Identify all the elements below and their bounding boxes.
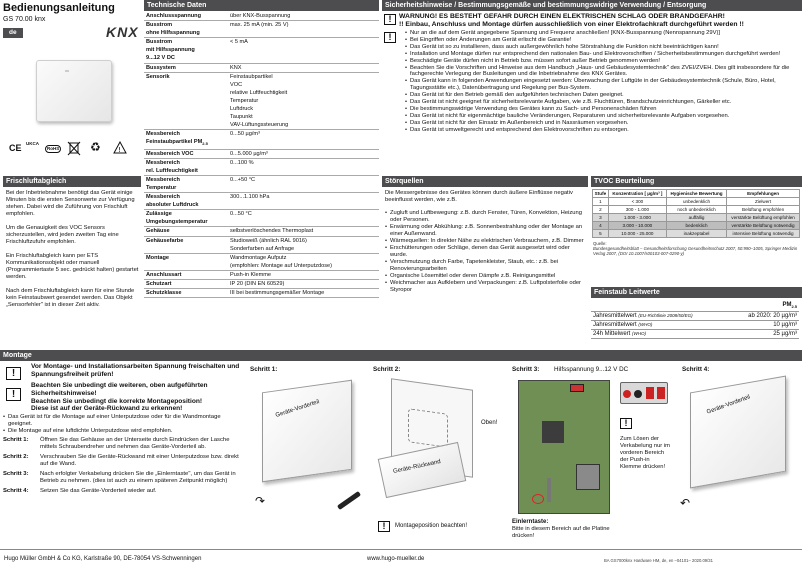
safety-warning-1: WARNUNG! ES BESTEHT GEFAHR DURCH EINEN ELEKTRISCHEN SCHLAG ODER BRANDGEFAHR!	[399, 13, 725, 20]
safety-warning-2: !! Einbau, Anschluss und Montage dürfen ausschließlich von einer Elektrofachkraft durchgeführt werden !!	[399, 21, 744, 28]
tech-value: III bei bestimmungsgemäßer Montage	[228, 289, 379, 298]
mounting-notes	[3, 414, 243, 435]
tvoc-row	[593, 214, 800, 222]
mounting-title: Montage	[0, 350, 802, 361]
interference-item: • Erwärmung oder Abkühlung: z.B. Sonnenbestrahlung oder der Montage an einer Außenwand.	[385, 224, 586, 238]
tech-key: Messbereich rel. Luftfeuchtigkeit	[144, 158, 228, 175]
tech-value: 0...5.000 µg/m³	[228, 149, 379, 158]
page-title: Bedienungsanleitung	[3, 2, 115, 14]
tech-row	[144, 253, 379, 270]
tech-value: selbstverlöschendes Thermoplast	[228, 227, 379, 236]
terminal-slot-2	[657, 387, 665, 399]
tvoc-header: Hygienische Bewertung	[666, 190, 726, 198]
tvoc-cell: < 300	[608, 198, 666, 206]
figure-release	[618, 366, 670, 542]
rohs-mark: RoHS	[47, 146, 60, 151]
interference-item: • Zugluft und Luftbewegung: z.B. durch Fenster, Türen, Konvektion, Heizung oder Personen.	[385, 210, 586, 224]
tvoc-cell: noch unbedenklich	[666, 206, 726, 214]
tech-row	[144, 175, 379, 192]
tvoc-row	[593, 230, 800, 238]
tech-value: KNX	[228, 63, 379, 72]
fig3-key-area	[532, 494, 544, 504]
safety-item: • Nur an die auf dem Gerät angegebene Spannung und Frequenz anschließen! [KNX-Busspannung (Nennspannung 29V)]	[405, 30, 802, 37]
mounting-step: Schritt 3: Nach erfolgter Verkabelung drücken Sie die „Einlerntaste", um das Gerät in Betrieb zu nehmen. (dies ist auch zu einem späteren Zeitpunkt möglich)	[3, 471, 236, 485]
tvoc-header: Konzentration [ µg/m³ ]	[608, 190, 666, 198]
tech-key: Sensorik	[144, 72, 228, 130]
fig2-oben-label: Oben!	[481, 420, 498, 426]
tech-key: Anschlussspannung	[144, 12, 228, 21]
tech-data-table	[144, 12, 379, 298]
safety-item: • Die bestimmungswidrige Verwendung des Gerätes kann zu Sach- und Personenschäden führen	[405, 106, 802, 113]
fig3-supply-label: Hilfsspannung 9...12 V DC	[554, 366, 629, 373]
tvoc-cell: Belüftung empfohlen	[727, 206, 800, 214]
tech-row	[144, 210, 379, 227]
tvoc-cell: 5	[593, 230, 609, 238]
interference-item: • Wärmequellen: In direkter Nähe zu elektrischen Verbrauchern, z.B. Dimmer	[385, 238, 586, 245]
tvoc-cell: 300 - 1.000	[608, 206, 666, 214]
tvoc-cell: verstärkte Belüftung empfohlen	[727, 214, 800, 222]
weee-label: WEEE	[63, 131, 72, 135]
tech-key: Montage	[144, 253, 228, 270]
tech-row	[144, 72, 379, 130]
interference-item: • Weichmacher aus Aufklebern und Verpackungen: z.B. Luftpolsterfolie oder Styropor	[385, 280, 586, 294]
fig2-warning-icon: !	[378, 521, 390, 532]
mounting-warning-icon: !	[6, 367, 21, 380]
tech-key: Busstrom mit Hilfsspannung 9...12 V DC	[144, 38, 228, 63]
tech-value: 0...50 °C	[228, 210, 379, 227]
tech-data-title: Technische Daten	[144, 0, 379, 11]
tvoc-cell: Zielwert	[727, 198, 800, 206]
tvoc-cell: 1.000 - 3.000	[608, 214, 666, 222]
figure-step-4	[676, 366, 800, 542]
fig3-chip	[542, 421, 564, 443]
mounting-warning-4: Diese ist auf der Geräte-Rückwand zu erkennen!	[31, 405, 183, 413]
mounting-step: Schritt 4: Setzen Sie das Geräte-Vorderteil wieder auf.	[3, 488, 157, 495]
tech-value: Feinstaubpartikel VOC relative Luftfeuchtigkeit Temperatur Luftdruck Taupunkt VAV-Lüftungssteuerung	[228, 72, 379, 130]
tech-row	[144, 227, 379, 236]
tech-key: Messbereich Temperatur	[144, 175, 228, 192]
tech-value: max. 25 mA (min. 25 V)	[228, 21, 379, 38]
tvoc-cell: 3.000 - 10.000	[608, 222, 666, 230]
svg-text:!: !	[118, 146, 121, 154]
tech-key: Anschlussart	[144, 270, 228, 279]
tvoc-cell: 4	[593, 222, 609, 230]
safety-item: • Das Gerät ist nicht für den Einsatz im Außenbereich und in Nassräumen vorgesehen.	[405, 120, 802, 127]
din-rail-label: DIN-Schiene	[109, 131, 127, 135]
tech-row	[144, 130, 379, 149]
warning-icon-2: !	[384, 32, 396, 43]
tvoc-row	[593, 198, 800, 206]
language-badge: de	[3, 28, 23, 38]
ukca-mark: UKCA	[26, 141, 39, 146]
tvoc-row	[593, 222, 800, 230]
interference-item: • Verschmutzung durch Farbe, Tapetenkleister, Staub, etc.: z.B. bei Renovierungsarbeiten	[385, 259, 586, 273]
safety-item: • Das Gerät ist nicht geeignet für sicherheitsrelevante Aufgaben, wie z.B. Fluchttüren, Brandschutzeinrichtungen, Gärkeller etc.	[405, 99, 802, 106]
tvoc-cell: verstärkte Belüftung notwendig	[727, 222, 800, 230]
screwdriver-icon	[337, 491, 361, 510]
fresh-air-para-4: Nach dem Frischluftabgleich kann für eine Stunde kein Feinstaubwert gesendet werden. Das Objekt „Sensorfehler" ist in dieser Zeit aktiv.	[6, 288, 135, 308]
fig3-label: Schritt 3:	[512, 366, 540, 373]
warning-icon: !	[384, 14, 396, 25]
safety-item: • Das Gerät ist so zu installieren, dass auch außergewöhnlich hohe Störstrahlung die Funktion nicht beeinträchtigen kann!	[405, 44, 802, 51]
recycling-icon: ♻	[90, 140, 101, 154]
tech-value: 0...50 µg/m³	[228, 130, 379, 149]
fig3-key-title: Einlerntaste:	[512, 519, 549, 525]
safety-list	[405, 30, 802, 134]
tvoc-source: Bundesgesundheitsblatt – Gesundheitsforschung Gesundheitsschutz 2007, 50:990–1005, Springer Medizin Verlag 2007, (DOI 10.1007/s00103-007-0290-y)	[593, 246, 798, 256]
safety-item: • Das Gerät kann in folgenden Anwendungen eingesetzt werden: Überwachung der Luftgüte in der Gebäudesystemtechnik (Schule, Büro, Hotel, Tagungsstätte etc.), Datenübertragung und Regelung per Bus-System.	[405, 78, 802, 92]
tech-data-section	[144, 0, 379, 345]
tech-value: IP 20 (DIN EN 60529)	[228, 280, 379, 289]
release-note: Zum Lösen der Verkabelung nur im vorderen Bereich der Push-in Klemme drücken!	[620, 436, 670, 470]
fig3-component	[576, 464, 600, 490]
fig3-pcb	[518, 380, 610, 514]
fig1-front-part	[262, 380, 352, 483]
device-led	[65, 70, 69, 72]
mounting-text	[3, 363, 243, 548]
tvoc-table	[592, 189, 800, 238]
figure-step-2	[373, 366, 503, 542]
tech-value: 300...1.100 hPa	[228, 193, 379, 210]
tech-row	[144, 289, 379, 298]
weee-bin-icon	[67, 140, 81, 156]
tech-value: < 5 mA	[228, 38, 379, 63]
fig2-hole	[408, 408, 448, 448]
tech-key: Schutzklasse	[144, 289, 228, 298]
tech-value: Push-in Klemme	[228, 270, 379, 279]
tech-row	[144, 193, 379, 210]
tech-key: Schutzart	[144, 280, 228, 289]
tech-key: Messbereich VOC	[144, 149, 228, 158]
footer-website[interactable]: www.hugo-mueller.de	[367, 556, 425, 562]
fig4-label: Schritt 4:	[682, 366, 710, 373]
fig4-part-label: Geräte-Vorderteil	[706, 394, 752, 416]
interference-intro: Die Messergebnisse des Gerätes können durch äußere Einflüsse negativ beeinflusst werden, wie z.B.	[385, 190, 573, 203]
fig1-part-label: Geräte-Vorderteil	[274, 399, 321, 419]
fig4-front-part	[690, 376, 786, 489]
tvoc-cell: inakzeptabel	[666, 230, 726, 238]
arrow-icon: ↷	[255, 494, 266, 508]
mounting-steps	[3, 437, 243, 495]
fresh-air-section	[3, 176, 141, 346]
knx-logo: KNX	[106, 24, 139, 40]
tech-row	[144, 158, 379, 175]
tvoc-header-row	[593, 190, 800, 198]
tvoc-cell: 3	[593, 214, 609, 222]
din-rail-icon	[113, 141, 127, 154]
tech-value: Wandmontage Aufputz (empfohlen: Montage auf Unterputzdose)	[228, 253, 379, 270]
tech-key: Busstrom ohne Hilfsspannung	[144, 21, 228, 38]
fine-dust-section	[591, 287, 802, 345]
fig3-terminal	[570, 384, 584, 392]
safety-item: • Bei Eingriffen oder Änderungen am Gerät erlischt die Garantie!	[405, 37, 802, 44]
tvoc-cell: 10.000 - 25.000	[608, 230, 666, 238]
mounting-warning-3: Beachten Sie unbedingt die korrekte Montageposition!	[31, 397, 203, 405]
release-warning-icon: !	[620, 418, 632, 429]
tvoc-header: Stufe	[593, 190, 609, 198]
tech-key: Messbereich Feinstaubpartikel $PM_{2.5}$	[144, 130, 228, 149]
device-image	[36, 60, 112, 122]
safety-item: • Das Gerät ist nicht für eigenmächtige bauliche Veränderungen, Reparaturen und sicherheitsrelevante Aufgaben vorgesehen.	[405, 113, 802, 120]
interference-section	[382, 176, 588, 346]
tvoc-cell: bedenklich	[666, 222, 726, 230]
tech-key: Zulässige Umgebungstemperatur	[144, 210, 228, 227]
recycling-label: Recycling	[85, 131, 99, 135]
footer-divider	[0, 549, 802, 550]
tech-value: 0...+50 °C	[228, 175, 379, 192]
tech-value: über KNX-Busspannung	[228, 12, 379, 21]
tech-key: Bussystem	[144, 63, 228, 72]
pm-header: $PM_{2.5}$	[729, 301, 799, 312]
interference-list	[385, 210, 586, 294]
tvoc-cell: intensive Belüftung notwendig	[727, 230, 800, 238]
interference-item: • Erschütterungen oder Schläge, denen das Gerät ausgesetzt wird oder wurde.	[385, 245, 586, 259]
tech-key: Gehäusefarbe	[144, 236, 228, 253]
mounting-warning-2: Beachten Sie unbedingt die weiteren, oben aufgeführten Sicherheitshinweise!	[31, 382, 208, 397]
mounting-warning-1: Vor Montage- und Installationsarbeiten Spannung freischalten und Spannungsfreiheit prüfen!	[31, 363, 240, 378]
tvoc-source-label: Quelle:	[593, 241, 607, 246]
tech-value: Studioweiß (ähnlich RAL 9016) Sonderfarben auf Anfrage	[228, 236, 379, 253]
figure-step-1	[250, 366, 368, 542]
tvoc-cell: unbedenklich	[666, 198, 726, 206]
footer-docref: BA GS7000knx Hardware HM, de, en –04101– 2020.09/31	[604, 558, 713, 563]
safety-item: • Das Gerät ist umweltgerecht und entsprechend den Elektrovorschriften zu entsorgen.	[405, 127, 802, 134]
cert-symbols	[9, 131, 139, 160]
fig1-label: Schritt 1:	[250, 366, 278, 373]
safety-item: • Das Gerät ist für den Betrieb gemäß den aufgeführten technischen Daten geeignet.	[405, 92, 802, 99]
mounting-note-1: • Das Gerät ist für die Montage auf einer Unterputzdose oder für die Wandmontage geeignet.	[3, 414, 243, 428]
tvoc-row	[593, 206, 800, 214]
fig2-hint: Montageposition beachten!	[395, 523, 468, 529]
terminal-plus	[623, 390, 631, 398]
tvoc-cell: 2	[593, 206, 609, 214]
fresh-air-para-1: Bei der Inbetriebnahme benötigt das Gerät einige Minuten bis die ersten Sensorwerte zur Verfügung stehen. Dabei wird die Zuführung von Frischluft empfohlen.	[6, 190, 135, 217]
fine-dust-row: 24h Mittelwert (WHO) 25 µg/m³	[593, 331, 797, 338]
fine-dust-row: Jahresmittelwert (WHO) 10 µg/m³	[593, 322, 797, 329]
tech-key: Messbereich absoluter Luftdruck	[144, 193, 228, 210]
figure-step-3	[512, 366, 629, 542]
tech-row	[144, 63, 379, 72]
fresh-air-para-3: Ein Frischluftabgleich kann per ETS Kommunikationsobjekt oder manuell (Programmiertaste 5 sec. gedrückt halten) gestartet werden.	[6, 253, 139, 280]
model-number: GS 70.00 knx	[3, 16, 46, 23]
tvoc-title: TVOC Beurteilung	[591, 176, 802, 187]
mounting-step: Schritt 1: Öffnen Sie das Gehäuse an der Unterseite durch Eindrücken der Lasche mittels Schraubendreher und nehmen das Geräte-Vorderteil ab.	[3, 437, 230, 451]
mounting-bar	[0, 350, 802, 361]
safety-item: • Installation und Montage dürfen nur entsprechend den nationalen Bau- und Elektrovorschriften / Sicherheitsbestimmungen durchgeführt werden!	[405, 51, 802, 58]
product-panel	[3, 2, 141, 172]
safety-title: Sicherheitshinweise / Bestimmungsgemäße und bestimmungswidrige Verwendung / Entsorgung	[382, 0, 802, 11]
fig2-label: Schritt 2:	[373, 366, 401, 373]
tvoc-cell: 1	[593, 198, 609, 206]
tech-row	[144, 38, 379, 63]
tvoc-cell: auffällig	[666, 214, 726, 222]
interference-title: Störquellen	[382, 176, 588, 187]
fig4-arrow-icon: ↶	[680, 496, 691, 510]
footer-company: Hugo Müller GmbH & Co KG, Karlstraße 90, DE-78054 VS-Schwenningen	[4, 556, 202, 562]
fig2-part-label: Geräte-Rückwand	[392, 459, 442, 475]
tech-row	[144, 270, 379, 279]
tech-row	[144, 236, 379, 253]
fresh-air-title: Frischluftabgleich	[3, 176, 141, 187]
tech-row	[144, 149, 379, 158]
terminal-minus	[634, 390, 642, 398]
terminal-slot	[646, 387, 654, 399]
mounting-note-2: • Die Montage auf eine luftdichte Unterputzdose wird empfohlen.	[3, 428, 243, 435]
tech-row	[144, 21, 379, 38]
safety-section	[382, 0, 802, 172]
safety-item: • Beachten Sie die Vorschriften und Hinweise aus dem Handbuch „Haus- und Gebäudesystemtechnik" des ZVEI/ZVEH. Dies gilt insbesondere für die fachgerechte Verlegung der Busleitungen und die Inbetriebnahme des KNX Gerätes.	[405, 65, 802, 79]
tech-key: Gehäuse	[144, 227, 228, 236]
ce-mark: CE	[9, 143, 22, 153]
tvoc-section	[591, 176, 802, 281]
tvoc-header: Empfehlungen	[727, 190, 800, 198]
fine-dust-table	[591, 301, 799, 339]
tech-row	[144, 280, 379, 289]
tech-row	[144, 12, 379, 21]
safety-item: • Beschädigte Geräte dürfen nicht in Betrieb bzw. müssen sofort außer Betrieb genommen werden!	[405, 58, 802, 65]
mounting-step: Schritt 2: Verschrauben Sie die Geräte-Rückwand mit einer Unterputzdose bzw. direkt auf die Wand.	[3, 454, 239, 468]
mounting-warning-icon-2: !	[6, 388, 21, 401]
fresh-air-para-2: Um die Genauigkeit des VOC Sensors sicherzustellen, wird jeden zweiten Tag eine Frischluftzufuhr empfohlen.	[6, 225, 119, 245]
interference-item: • Organische Lösemittel oder deren Dämpfe z.B. Reinigungsmittel	[385, 273, 586, 280]
fine-dust-row: Jahresmittelwert (EU-Richtlinie 2008/50/EG) ab 2020: 20 µg/m³	[593, 313, 797, 320]
fine-dust-title: Feinstaub Leitwerte	[591, 287, 802, 298]
fig3-cable	[547, 478, 551, 502]
tech-value: 0...100 %	[228, 158, 379, 175]
fig3-key-text: Bitte in diesem Bereich auf die Platine drücken!	[512, 526, 610, 539]
